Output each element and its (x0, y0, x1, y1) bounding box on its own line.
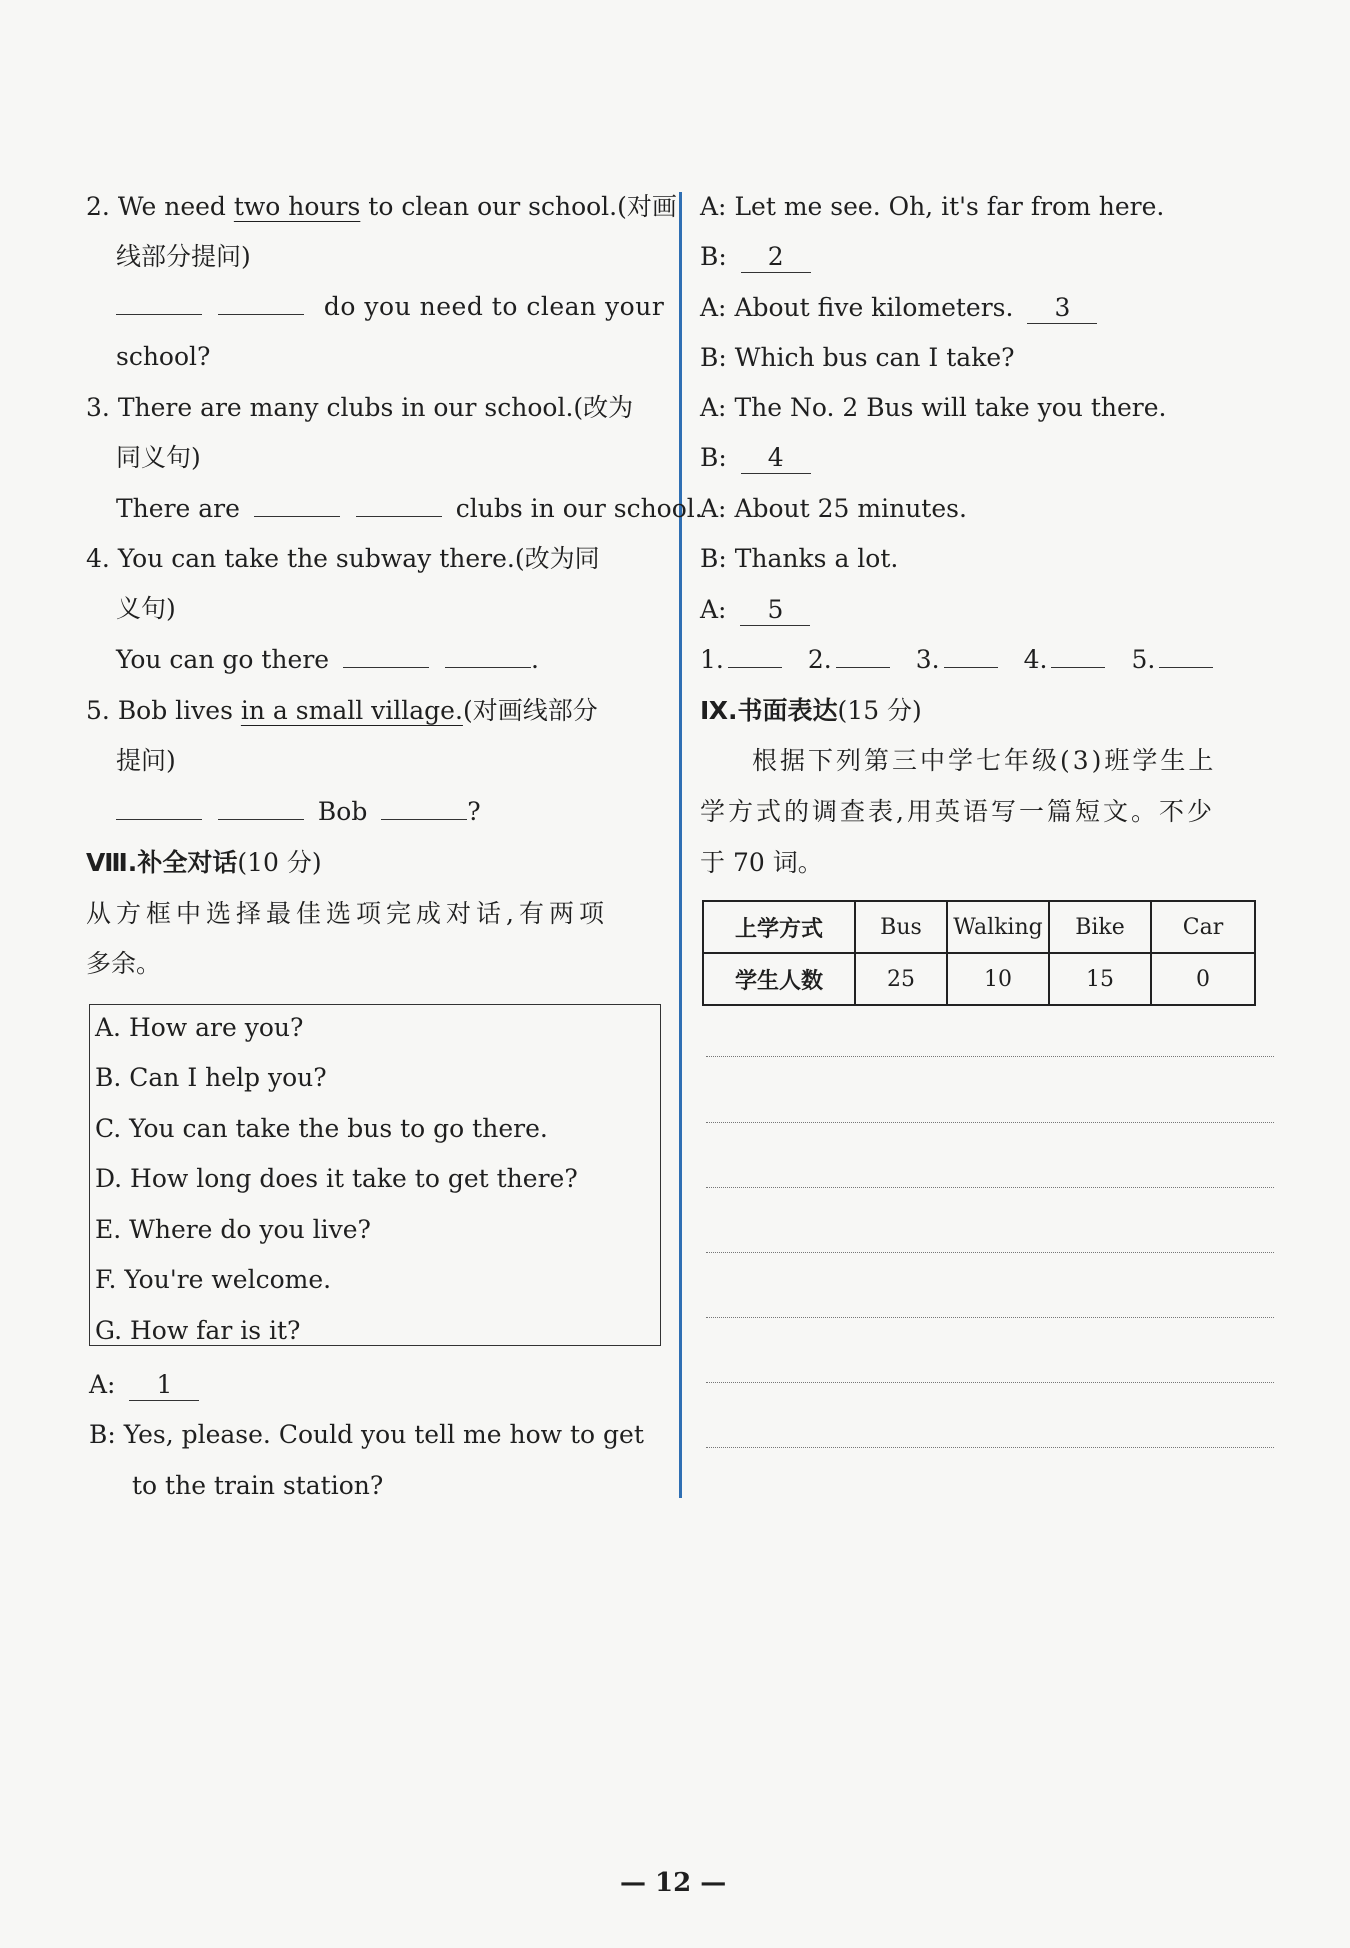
dialogue-row-4 (700, 341, 1015, 375)
answer-slot-3[interactable] (944, 645, 998, 668)
dialogue-text: Let me see. Oh, it's far from here. (734, 192, 1165, 221)
q4-blank-1[interactable] (343, 645, 429, 668)
dialogue-b1 (89, 1418, 644, 1452)
q2-number: 2. (86, 192, 110, 221)
option-f: F. You're welcome. (95, 1265, 332, 1294)
q2-answer-text: do you need to clean your (323, 292, 665, 321)
page-number: — 12 — (620, 1868, 727, 1898)
dialogue-row-5 (700, 391, 1166, 425)
table-column-header: Car (1151, 901, 1255, 953)
q5-blank-1[interactable] (116, 797, 202, 820)
q4-blank-2[interactable] (445, 645, 531, 668)
answer-label-3: 3. (915, 645, 940, 674)
q4-line1 (86, 542, 600, 576)
table-column-header: Bus (855, 901, 947, 953)
q2-blank-1[interactable] (116, 292, 202, 315)
speaker-b: B: (89, 1420, 116, 1449)
answer-label-2: 2. (807, 645, 832, 674)
speaker: A: (700, 494, 727, 523)
q4-instruction-1: (改为同 (514, 544, 600, 573)
speaker-a: A: (89, 1370, 116, 1399)
q3-blank-1[interactable] (254, 494, 340, 517)
option-g: G. How far is it? (95, 1316, 301, 1345)
q2-line1 (86, 190, 677, 224)
writing-line[interactable] (706, 1056, 1274, 1057)
answer-label-4: 4. (1023, 645, 1048, 674)
q5-instruction-1: (对画线部分 (462, 696, 598, 725)
q3-line1 (86, 391, 633, 425)
section9-score: (15 分) (837, 696, 922, 725)
q5-line1 (86, 694, 598, 728)
table-cell: 0 (1151, 953, 1255, 1005)
q5-blank-3[interactable] (381, 797, 467, 820)
answer-blank-1[interactable]: 1 (129, 1370, 199, 1401)
answer-label-5: 5. (1131, 645, 1156, 674)
q5-answer-mid: Bob (317, 797, 368, 826)
q5-text-before: Bob lives (117, 696, 233, 725)
answer-blank-5[interactable]: 5 (740, 595, 810, 626)
q3-number: 3. (86, 393, 110, 422)
q3-answer-after: clubs in our school. (455, 494, 703, 523)
section8-instruction-text-1: 从方框中选择最佳选项完成对话,有两项 (86, 899, 609, 928)
section9-instruction-1: 根据下列第三中学七年级(3)班学生上 (752, 746, 1217, 775)
table-row-header: 学生人数 (703, 953, 855, 1005)
section8-title: 补全对话 (137, 848, 238, 877)
section8-instruction-2: 多余。 (86, 949, 162, 978)
answer-slot-5[interactable] (1159, 645, 1213, 668)
q2-instruction-2: 线部分提问) (116, 242, 251, 271)
section8-numeral: Ⅷ. (86, 848, 138, 877)
section9-instruction-3: 于 70 词。 (700, 848, 823, 877)
speaker: A: (700, 393, 727, 422)
table-row (703, 953, 1255, 1005)
q5-blank-2[interactable] (218, 797, 304, 820)
table-column-header: Bike (1049, 901, 1151, 953)
table-cell: 10 (947, 953, 1049, 1005)
q3-answer-before: There are (116, 494, 240, 523)
table-cell: 15 (1049, 953, 1151, 1005)
dialogue-text: Which bus can I take? (734, 343, 1015, 372)
writing-line[interactable] (706, 1382, 1274, 1383)
answer-slot-4[interactable] (1051, 645, 1105, 668)
dialogue-row-6 (700, 441, 811, 475)
q4-answer-before: You can go there (116, 645, 330, 674)
q2-text-before: We need (117, 192, 226, 221)
answer-slot-1[interactable] (728, 645, 782, 668)
section9-heading (700, 694, 922, 728)
writing-line[interactable] (706, 1317, 1274, 1318)
section9-instruction-2: 学方式的调查表,用英语写一篇短文。不少 (700, 797, 1215, 826)
dialogue-text: The No. 2 Bus will take you there. (734, 393, 1167, 422)
q5-underlined: in a small village. (240, 696, 463, 725)
section8-score: (10 分) (237, 848, 322, 877)
option-b: B. Can I help you? (95, 1063, 327, 1092)
answer-blank-4[interactable]: 4 (741, 443, 811, 474)
q2-text-after: to clean our school. (368, 192, 618, 221)
writing-line[interactable] (706, 1122, 1274, 1123)
speaker: A: (700, 192, 727, 221)
answer-label-1: 1. (700, 645, 724, 674)
q5-answer-end: ? (467, 797, 481, 826)
q4-instruction-2: 义句) (116, 594, 176, 623)
dialogue-a1 (89, 1368, 199, 1402)
option-e: E. Where do you live? (95, 1215, 371, 1244)
option-a: A. How are you? (95, 1013, 304, 1042)
q3-text: There are many clubs in our school. (117, 393, 574, 422)
dialogue-text: About five kilometers. (734, 293, 1014, 322)
section8-heading (86, 846, 322, 880)
speaker: B: (700, 343, 727, 372)
q2-instruction-1: (对画 (617, 192, 677, 221)
dialogue-row-2 (700, 240, 811, 274)
dialogue-row-9 (700, 593, 810, 627)
speaker: A: (700, 595, 727, 624)
writing-line[interactable] (706, 1447, 1274, 1448)
speaker: B: (700, 443, 727, 472)
q4-text: You can take the subway there. (117, 544, 515, 573)
answer-row (700, 643, 1213, 677)
q4-answer-line (116, 643, 539, 677)
answer-blank-2[interactable]: 2 (741, 242, 811, 273)
dialogue-row-8 (700, 542, 898, 576)
table-row (703, 901, 1255, 953)
table-column-header: Walking (947, 901, 1049, 953)
answer-slot-2[interactable] (836, 645, 890, 668)
dialogue-row-3 (700, 291, 1097, 325)
speaker: A: (700, 293, 727, 322)
answer-blank-3[interactable]: 3 (1027, 293, 1097, 324)
speaker: B: (700, 544, 727, 573)
q3-instruction-1: (改为 (573, 393, 634, 422)
dialogue-text: About 25 minutes. (734, 494, 967, 523)
section9-numeral: Ⅸ. (700, 696, 738, 725)
table-cell: 25 (855, 953, 947, 1005)
writing-line[interactable] (706, 1187, 1274, 1188)
q5-number: 5. (86, 696, 110, 725)
q2-blank-2[interactable] (218, 292, 304, 315)
option-c: C. You can take the bus to go there. (95, 1114, 548, 1143)
dialogue-b1-text: Yes, please. Could you tell me how to get (123, 1420, 644, 1449)
q3-blank-2[interactable] (356, 494, 442, 517)
option-d: D. How long does it take to get there? (95, 1164, 578, 1193)
table-row-header: 上学方式 (703, 901, 855, 953)
section9-title: 书面表达 (737, 696, 838, 725)
q3-instruction-2: 同义句) (116, 443, 201, 472)
dialogue-b1-text-2: to the train station? (132, 1471, 384, 1500)
q4-number: 4. (86, 544, 110, 573)
q4-answer-end: . (530, 645, 539, 674)
speaker: B: (700, 242, 727, 271)
dialogue-text: Thanks a lot. (734, 544, 899, 573)
writing-line[interactable] (706, 1252, 1274, 1253)
options-box (89, 1004, 661, 1346)
q3-answer-line (116, 492, 703, 526)
section8-instruction-1 (86, 897, 658, 931)
q5-instruction-2: 提问) (116, 746, 176, 775)
q2-answer-line (116, 290, 665, 324)
dialogue-row-1 (700, 190, 1164, 224)
q2-underlined: two hours (233, 192, 361, 221)
column-divider (679, 192, 682, 1498)
dialogue-row-7 (700, 492, 967, 526)
q2-answer-text-2: school? (116, 342, 211, 371)
survey-table (702, 900, 1256, 1006)
q5-answer-line (116, 795, 481, 829)
